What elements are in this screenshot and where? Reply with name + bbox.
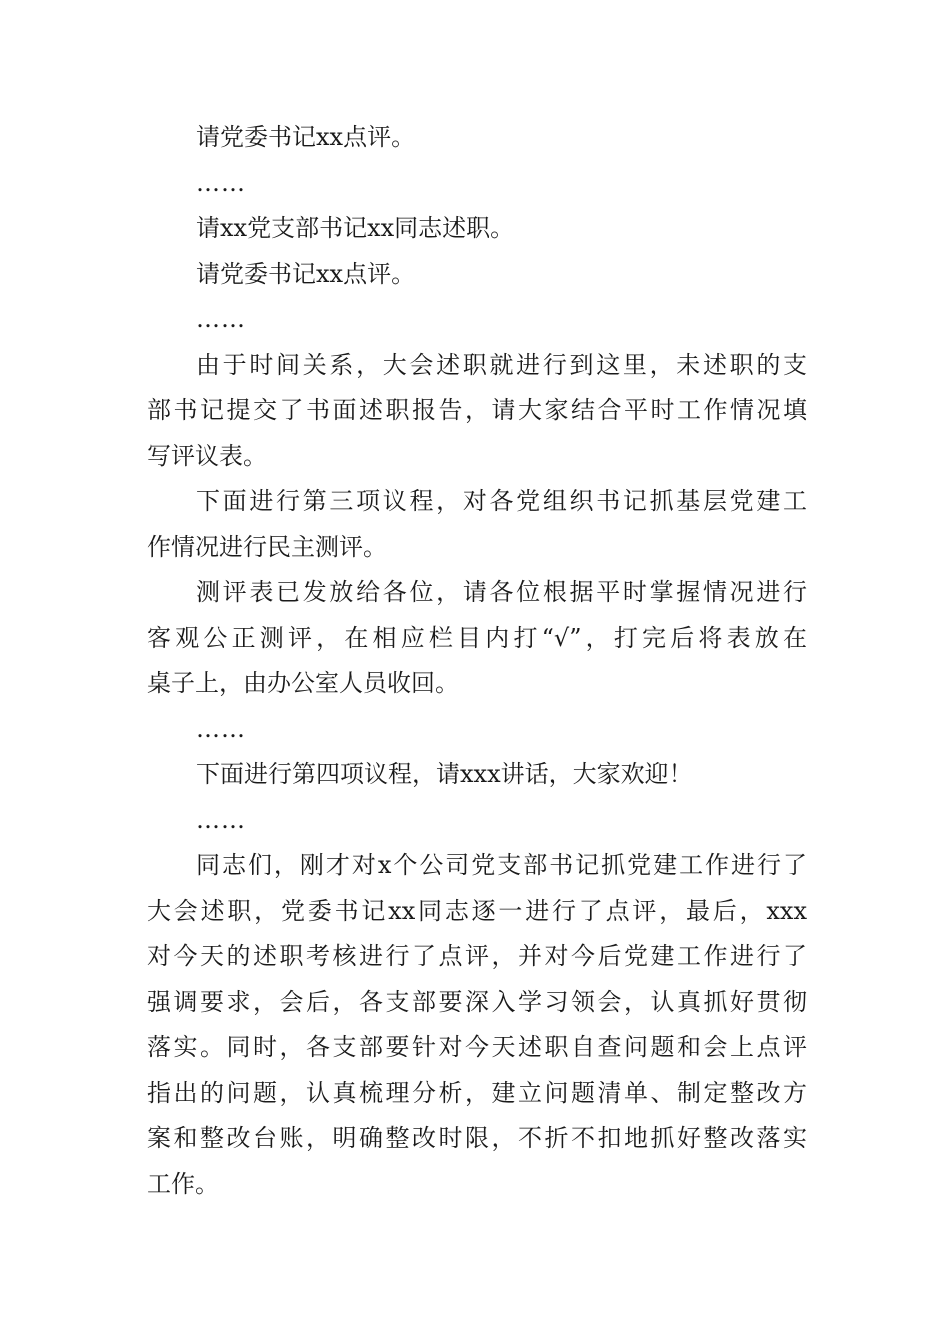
ellipsis-line: …… <box>196 168 246 197</box>
text-line: 请党委书记xx点评。 <box>196 259 416 288</box>
paragraph-line: 部书记提交了书面述职报告，请大家结合平时工作情况填 <box>147 396 807 424</box>
paragraph-line: 工作。 <box>147 1169 219 1198</box>
text-line: 请党委书记xx点评。 <box>196 123 416 151</box>
paragraph-line: 作情况进行民主测评。 <box>147 532 387 561</box>
paragraph-line: 对今天的述职考核进行了点评，并对今后党建工作进行了 <box>147 942 807 970</box>
paragraph-line: 强调要求，会后，各支部要深入学习领会，认真抓好贯彻 <box>147 987 807 1016</box>
ellipsis-line: …… <box>196 805 246 834</box>
paragraph-line: 桌子上，由办公室人员收回。 <box>147 669 459 697</box>
paragraph-line: 案和整改台账，明确整改时限，不折不扣地抓好整改落实 <box>147 1124 807 1152</box>
paragraph-line: 同志们，刚才对x个公司党支部书记抓党建工作进行了 <box>196 851 807 879</box>
text-line: 下面进行第四项议程，请xxx讲话，大家欢迎！ <box>196 760 693 788</box>
paragraph-line: 落实。同时，各支部要针对今天述职自查问题和会上点评 <box>147 1033 807 1061</box>
ellipsis-line: …… <box>196 714 246 743</box>
paragraph-line: 写评议表。 <box>147 441 267 470</box>
paragraph-line: 客观公正测评，在相应栏目内打“√”，打完后将表放在 <box>147 623 807 652</box>
paragraph-line: 测评表已发放给各位，请各位根据平时掌握情况进行 <box>196 578 807 606</box>
document-body <box>147 115 807 1207</box>
paragraph-line: 指出的问题，认真梳理分析，建立问题清单、制定整改方 <box>147 1078 807 1107</box>
paragraph-line: 下面进行第三项议程，对各党组织书记抓基层党建工 <box>196 487 807 515</box>
paragraph-line: 由于时间关系，大会述职就进行到这里，未述职的支 <box>196 350 807 379</box>
ellipsis-line: …… <box>196 305 246 333</box>
text-line: 请xx党支部书记xx同志述职。 <box>196 214 515 242</box>
paragraph-line: 大会述职，党委书记xx同志逐一进行了点评，最后，xxx <box>147 896 807 925</box>
